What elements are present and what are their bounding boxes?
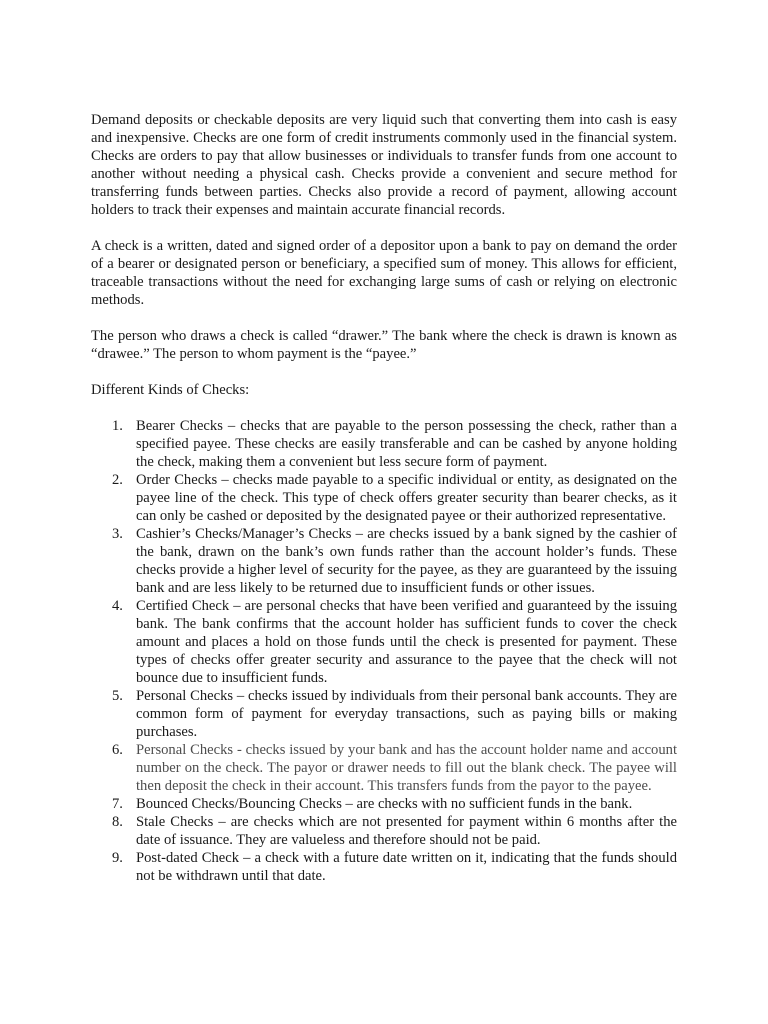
list-item-number: 1. <box>112 418 123 434</box>
list-item-text: Certified Check – are personal checks that have been verified and guaranteed by the issuing bank. The bank confirms that the account holder has sufficient funds to cover the check amount and places a hold on those funds until the check is presented for payment. These types of checks offer greater security and assurance to the payee that the check will not bounce due to insufficient funds. <box>136 598 677 686</box>
list-item <box>91 525 677 597</box>
list-item-number: 4. <box>112 598 123 614</box>
list-item-text: Personal Checks – checks issued by individuals from their personal bank accounts. They are common form of payment for everyday transactions, such as paying bills or making purchases. <box>136 688 677 740</box>
paragraph-check-definition: A check is a written, dated and signed order of a depositor upon a bank to pay on demand the order of a bearer or designated person or beneficiary, a specified sum of money. This allows for efficient, traceable transactions without the need for exchanging large sums of cash or relying on electronic methods. <box>91 238 677 308</box>
paragraph-parties: The person who draws a check is called “drawer.” The bank where the check is drawn is known as “drawee.” The person to whom payment is the “payee.” <box>91 328 677 362</box>
document-page <box>91 111 677 885</box>
list-item <box>91 597 677 687</box>
paragraph-gap <box>91 363 677 381</box>
paragraph-gap <box>91 219 677 237</box>
list-item <box>91 795 677 813</box>
list-item <box>91 849 677 885</box>
list-item-number: 2. <box>112 472 123 488</box>
list-item-text: Personal Checks - checks issued by your bank and has the account holder name and account number on the check. The payor or drawer needs to fill out the blank check. The payee will then deposit the check in their account. This transfers funds from the payor to the payee. <box>136 742 677 794</box>
paragraph-gap <box>91 309 677 327</box>
list-item-text: Stale Checks – are checks which are not presented for payment within 6 months after the date of issuance. They are valueless and therefore should not be paid. <box>136 814 677 848</box>
list-item <box>91 813 677 849</box>
list-item-text: Bounced Checks/Bouncing Checks – are checks with no sufficient funds in the bank. <box>136 796 633 812</box>
list-item <box>91 687 677 741</box>
check-types-list <box>91 417 677 885</box>
list-item-text: Cashier’s Checks/Manager’s Checks – are checks issued by a bank signed by the cashier of the bank, drawn on the bank’s own funds rather than the account holder’s funds. These checks provide a higher level of security for the payee, as they are guaranteed by the issuing bank and are less likely to be returned due to insufficient funds or other issues. <box>136 526 677 596</box>
paragraph-gap <box>91 399 677 417</box>
list-item-number: 9. <box>112 850 123 866</box>
list-item-text: Bearer Checks – checks that are payable to the person possessing the check, rather than a specified payee. These checks are easily transferable and can be cashed by anyone holding the check, making them a convenient but less secure form of payment. <box>136 418 677 470</box>
list-item-number: 8. <box>112 814 123 830</box>
list-item-number: 5. <box>112 688 123 704</box>
list-item <box>91 417 677 471</box>
list-item-number: 3. <box>112 526 123 542</box>
list-item <box>91 741 677 795</box>
paragraph-intro: Demand deposits or checkable deposits are very liquid such that converting them into cash is easy and inexpensive. Checks are one form of credit instruments commonly used in the financial system. Checks are orders to pay that allow businesses or individuals to transfer funds from one account to another without needing a physical cash. Checks provide a convenient and secure method for transferring funds between parties. Checks also provide a record of payment, allowing account holders to track their expenses and maintain accurate financial records. <box>91 112 677 218</box>
list-item <box>91 471 677 525</box>
list-heading: Different Kinds of Checks: <box>91 382 250 398</box>
list-item-number: 7. <box>112 796 123 812</box>
list-item-number: 6. <box>112 742 123 758</box>
list-item-text: Order Checks – checks made payable to a specific individual or entity, as designated on the payee line of the check. This type of check offers greater security than bearer checks, as it can only be cashed or deposited by the designated payee or their authorized representative. <box>136 472 677 524</box>
list-item-text: Post-dated Check – a check with a future date written on it, indicating that the funds should not be withdrawn until that date. <box>136 850 677 884</box>
